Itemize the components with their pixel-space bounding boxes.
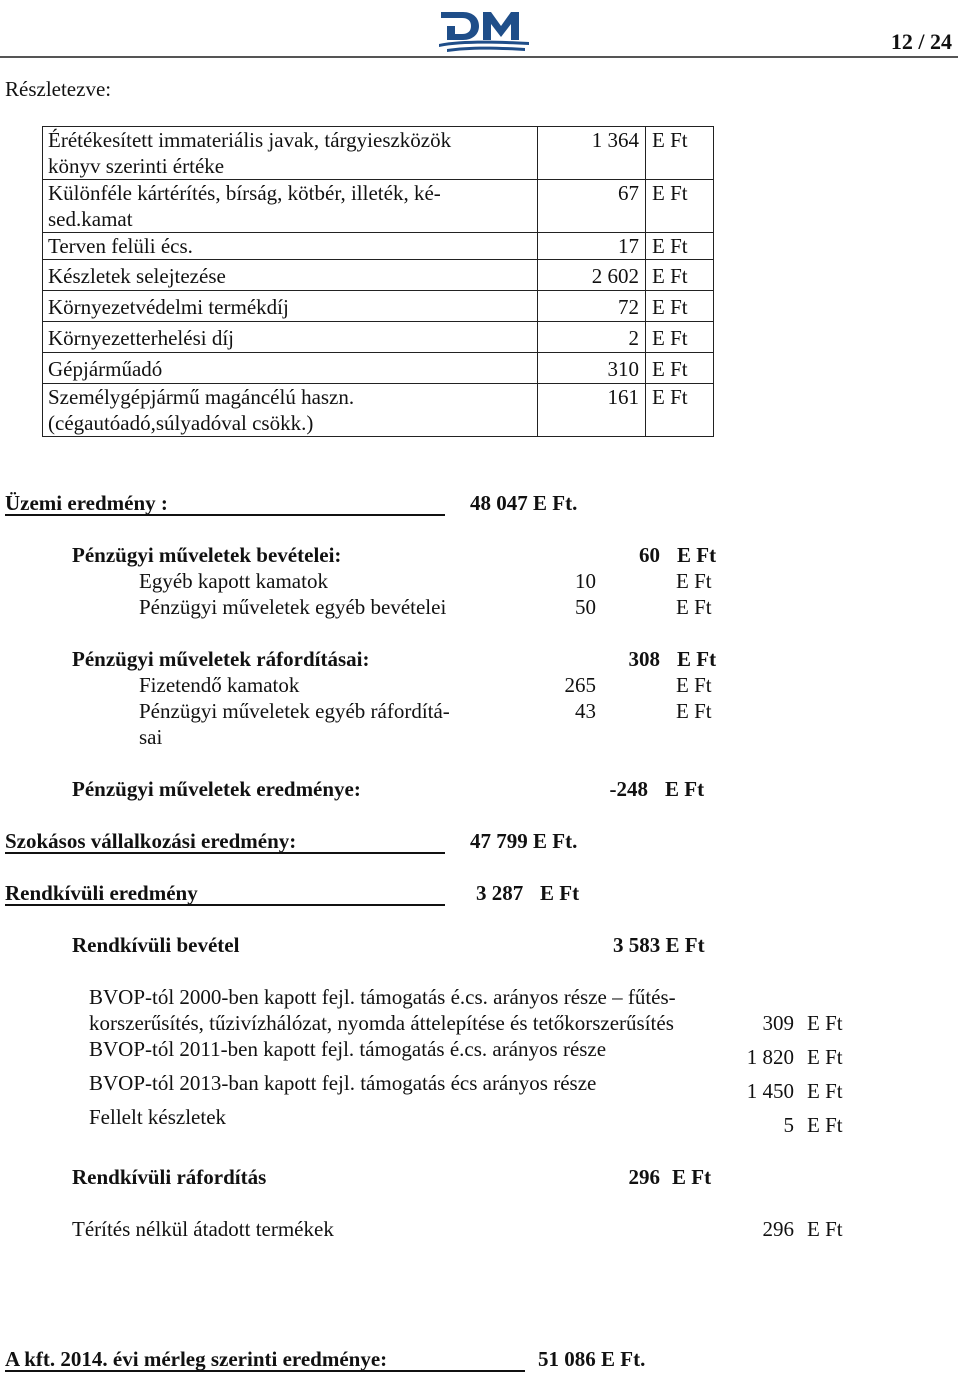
table-row	[43, 353, 714, 384]
row-label: Készletek selejtezése	[43, 260, 538, 291]
table-row	[43, 291, 714, 322]
page-number: 12 / 24	[890, 29, 952, 54]
item-label-line1: Pénzügyi műveletek egyéb ráfordítá-	[139, 699, 450, 723]
row-unit: E Ft	[646, 322, 714, 353]
rendkivuli-raforditas-unit: E Ft	[672, 1165, 712, 1189]
item-label-line2: sai	[139, 725, 163, 749]
bevetel-item-unit: E Ft	[807, 1011, 843, 1035]
rendkivuli-eredmeny-value: 3 287	[476, 881, 524, 905]
row-label: Környezetterhelési díj	[43, 322, 538, 353]
row-amount: 72	[538, 291, 646, 322]
merleg-label: A kft. 2014. évi mérleg szerinti eredménye:	[5, 1347, 388, 1371]
bevetel-item-line1: BVOP-tól 2000-ben kapott fejl. támogatás é.cs. arányos része – fűtés-	[89, 985, 676, 1009]
penzugyi-eredmeny-label: Pénzügyi műveletek eredménye:	[72, 777, 361, 801]
raforditas-item-label: Térítés nélkül átadott termékek	[72, 1217, 334, 1241]
row-amount: 310	[538, 353, 646, 384]
penzugyi-bevetelei-label: Pénzügyi műveletek bevételei:	[72, 543, 342, 567]
row-label-line: sed.kamat	[48, 207, 133, 231]
row-unit: E Ft	[646, 260, 714, 291]
item-amount: 50	[575, 595, 596, 619]
bevetel-item-unit: E Ft	[807, 1113, 843, 1137]
table-row	[43, 127, 714, 180]
merleg-underline	[5, 1370, 525, 1372]
row-label	[43, 180, 538, 233]
row-unit: E Ft	[646, 233, 714, 260]
penzugyi-bevetelei-total: 60	[639, 543, 660, 567]
row-unit: E Ft	[646, 180, 714, 233]
row-label-line: Érétékesített immateriális javak, tárgyieszközök	[48, 128, 452, 152]
company-logo	[437, 8, 531, 54]
rendkivuli-bevetel-label: Rendkívüli bevétel	[72, 933, 240, 957]
penzugyi-eredmeny-value: -248	[609, 777, 648, 801]
row-label	[43, 384, 538, 437]
row-label	[43, 127, 538, 180]
bevetel-item-line1: BVOP-tól 2013-ban kapott fejl. támogatás écs arányos része	[89, 1071, 597, 1095]
item-label: Fizetendő kamatok	[139, 673, 300, 697]
szokasos-underline	[5, 852, 445, 854]
rendkivuli-eredmeny-unit: E Ft	[540, 881, 580, 905]
raforditas-item-amount: 296	[762, 1217, 794, 1241]
table-row	[43, 384, 714, 437]
penzugyi-raforditasai-unit: E Ft	[677, 647, 717, 671]
rendkivuli-bevetel-value: 3 583 E Ft	[613, 933, 705, 957]
item-label: Egyéb kapott kamatok	[139, 569, 328, 593]
row-label-line: könyv szerinti értéke	[48, 154, 225, 178]
row-amount: 2 602	[538, 260, 646, 291]
raforditas-item-unit: E Ft	[807, 1217, 843, 1241]
row-amount: 161	[538, 384, 646, 437]
penzugyi-raforditasai-total: 308	[628, 647, 660, 671]
table-row	[43, 260, 714, 291]
row-amount: 17	[538, 233, 646, 260]
bevetel-item-unit: E Ft	[807, 1079, 843, 1103]
penzugyi-raforditasai-label: Pénzügyi műveletek ráfordításai:	[72, 647, 370, 671]
row-unit: E Ft	[646, 291, 714, 322]
item-amount: 43	[575, 699, 596, 723]
bevetel-item-amount: 309	[762, 1011, 794, 1035]
penzugyi-eredmeny-unit: E Ft	[665, 777, 705, 801]
row-amount: 2	[538, 322, 646, 353]
penzugyi-bevetelei-unit: E Ft	[677, 543, 717, 567]
rendkivuli-raforditas-value: 296	[628, 1165, 660, 1189]
row-label: Környezetvédelmi termékdíj	[43, 291, 538, 322]
bevetel-item-unit: E Ft	[807, 1045, 843, 1069]
item-amount: 265	[564, 673, 596, 697]
rendkivuli-eredmeny-label: Rendkívüli eredmény	[5, 881, 198, 905]
item-unit: E Ft	[676, 699, 712, 723]
item-unit: E Ft	[676, 595, 712, 619]
item-unit: E Ft	[676, 673, 712, 697]
bevetel-item-line1: BVOP-tól 2011-ben kapott fejl. támogatás é.cs. arányos része	[89, 1037, 607, 1061]
row-unit: E Ft	[646, 127, 714, 180]
bevetel-item-line1: Fellelt készletek	[89, 1105, 227, 1129]
uzemi-underline	[5, 514, 445, 516]
intro-text: Részletezve:	[5, 77, 112, 101]
row-label: Terven felüli écs.	[43, 233, 538, 260]
rendkivuli-underline	[5, 904, 445, 906]
item-label: Pénzügyi műveletek egyéb bevételei	[139, 595, 447, 619]
bevetel-item-amount: 5	[783, 1113, 794, 1137]
szokasos-value: 47 799 E Ft.	[470, 829, 578, 853]
table-row	[43, 180, 714, 233]
header-rule	[0, 56, 958, 58]
row-unit: E Ft	[646, 353, 714, 384]
rendkivuli-raforditas-label: Rendkívüli ráfordítás	[72, 1165, 267, 1189]
bevetel-item-line2: korszerűsítés, tűzivízhálózat, nyomda áttelepítése és tetőkorszerűsítés	[89, 1011, 674, 1035]
row-unit: E Ft	[646, 384, 714, 437]
row-label: Gépjárműadó	[43, 353, 538, 384]
row-amount: 1 364	[538, 127, 646, 180]
detail-table	[42, 126, 714, 437]
bevetel-item-amount: 1 820	[746, 1045, 794, 1069]
item-amount: 10	[575, 569, 596, 593]
table-row	[43, 233, 714, 260]
row-label-line: (cégautóadó,súlyadóval csökk.)	[48, 411, 314, 435]
item-unit: E Ft	[676, 569, 712, 593]
uzemi-value: 48 047 E Ft.	[470, 491, 578, 515]
row-label-line: Különféle kártérítés, bírság, kötbér, illeték, ké-	[48, 181, 441, 205]
szokasos-label: Szokásos vállalkozási eredmény:	[5, 829, 297, 853]
row-label-line: Személygépjármű magáncélú haszn.	[48, 385, 355, 409]
uzemi-label: Üzemi eredmény :	[5, 491, 168, 515]
row-amount: 67	[538, 180, 646, 233]
table-row	[43, 322, 714, 353]
bevetel-item-amount: 1 450	[746, 1079, 794, 1103]
merleg-value: 51 086 E Ft.	[538, 1347, 646, 1371]
